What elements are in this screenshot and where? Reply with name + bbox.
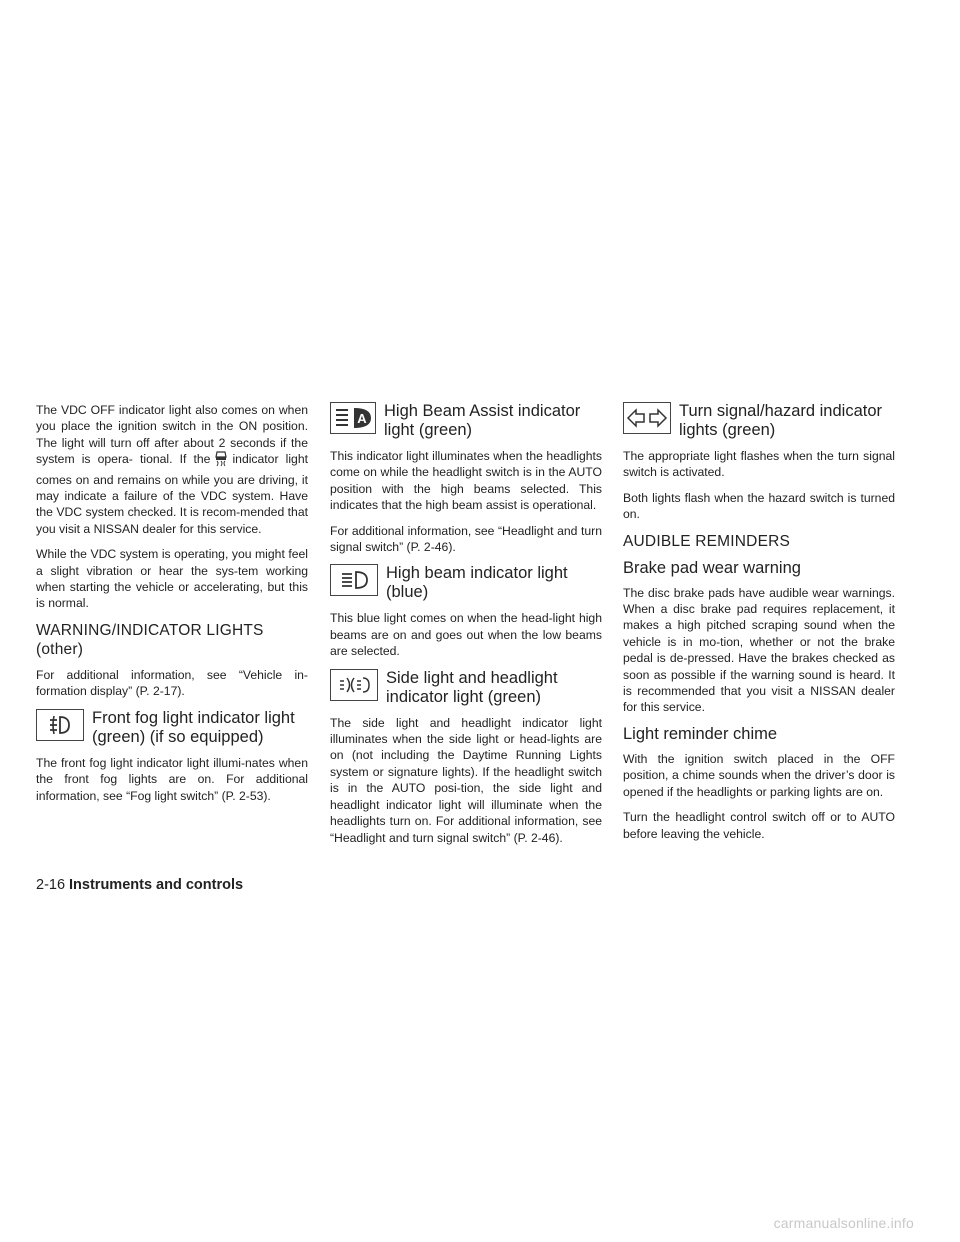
audible-reminders-heading: AUDIBLE REMINDERS — [623, 532, 791, 550]
section-title: Instruments and controls — [69, 877, 244, 893]
high-beam-assist-title: High Beam Assist indicator light (green) — [384, 402, 581, 439]
high-beam-assist-paragraph: This indicator light illuminates when the headlights come on while the headlight switch is in the AUTO position with the high beams selected. This indicates that the high beam assist is operational. — [330, 449, 602, 513]
front-fog-light-icon — [36, 709, 84, 741]
vdc-off-text-b-post: indicator light comes on and remains on while you are driving, it may indicate a failure of the VDC system. Have the VDC system checked. It is recom-mended that you visit a NISSAN dealer for this service. — [36, 452, 308, 536]
high-beam-assist-heading — [330, 402, 602, 440]
turn-signal-title: Turn signal/hazard indicator lights (green) — [679, 402, 882, 439]
high-beam-paragraph: This blue light comes on when the head-light high beams are on and goes out when the low beams are selected. — [330, 611, 602, 659]
hazard-paragraph: Both lights flash when the hazard switch is turned on. — [623, 490, 895, 522]
fog-light-paragraph: The front fog light indicator light illumi-nates when the front fog lights are on. For additional information, see “Fog light switch” (P. 2-53). — [36, 755, 308, 803]
side-light-paragraph: The side light and headlight indicator light illuminates when the side light or head-lights are on (not including the Daytime Running Lights system or signature lights). If the headlight switch is in the AUTO posi-tion, the side light and headlight indicator light will illuminate when the headlights turn on. For additional information, see “Headlight and turn signal switch” (P. 2-46). — [330, 715, 602, 845]
page-number: 2-16 — [36, 877, 66, 893]
fog-light-heading — [36, 709, 308, 747]
side-light-title: Side light and headlight indicator light (green) — [386, 668, 558, 706]
vdc-off-paragraph — [36, 402, 308, 537]
headlight-switch-reference: For additional information, see “Headlight and turn signal switch” (P. 2-46). — [330, 523, 602, 555]
turn-signal-arrows-icon — [623, 402, 671, 434]
column-2 — [330, 402, 602, 855]
vdc-warning-icon — [214, 451, 228, 471]
high-beam-heading — [330, 564, 602, 602]
vdc-operating-paragraph: While the VDC system is operating, you might feel a slight vibration or hear the sys-tem working when starting the vehicle or accelerating, but this is normal. — [36, 547, 308, 611]
vehicle-info-reference: For additional information, see “Vehicle in-formation display” (P. 2-17). — [36, 667, 308, 699]
high-beam-icon — [330, 564, 378, 596]
light-reminder-heading: Light reminder chime — [623, 724, 778, 743]
fog-light-title: Front fog light indicator light (green) (if so equipped) — [92, 708, 295, 746]
side-light-icon — [330, 669, 378, 701]
watermark: carmanualsonline.info — [773, 1215, 914, 1231]
headlight-off-paragraph: Turn the headlight control switch off or to AUTO before leaving the vehicle. — [623, 810, 895, 841]
high-beam-assist-icon — [330, 402, 376, 434]
turn-signal-heading — [623, 402, 895, 440]
brake-pad-heading: Brake pad wear warning — [623, 558, 801, 577]
page-footer — [36, 877, 243, 893]
column-3 — [623, 402, 895, 851]
side-light-heading — [330, 669, 602, 707]
brake-pad-paragraph: The disc brake pads have audible wear warnings. When a disc brake pad requires replacement, it makes a high pitched scraping sound when the vehicle is in mo-tion, whether or not the brake pedal is de-pressed. Have the brakes checked as soon as possible if the warning sound is heard. It is recommended that you visit a NISSAN dealer for this service. — [623, 585, 895, 715]
warning-indicator-heading: WARNING/INDICATOR LIGHTS (other) — [36, 621, 264, 658]
vdc-off-text-b-pre: tional. If the — [139, 452, 211, 467]
high-beam-title: High beam indicator light (blue) — [386, 564, 568, 602]
turn-signal-paragraph: The appropriate light flashes when the turn signal switch is activated. — [623, 449, 895, 480]
vdc-off-text-a: The VDC OFF indicator light also comes on when you place the ignition switch in the ON position. The light will turn off after about 2 seconds if the system is opera- — [36, 403, 308, 467]
column-1 — [36, 402, 308, 813]
svg-text:A: A — [357, 411, 367, 426]
light-reminder-paragraph: With the ignition switch placed in the OFF position, a chime sounds when the driver’s door is opened if the headlights or parking lights are on. — [623, 751, 895, 799]
